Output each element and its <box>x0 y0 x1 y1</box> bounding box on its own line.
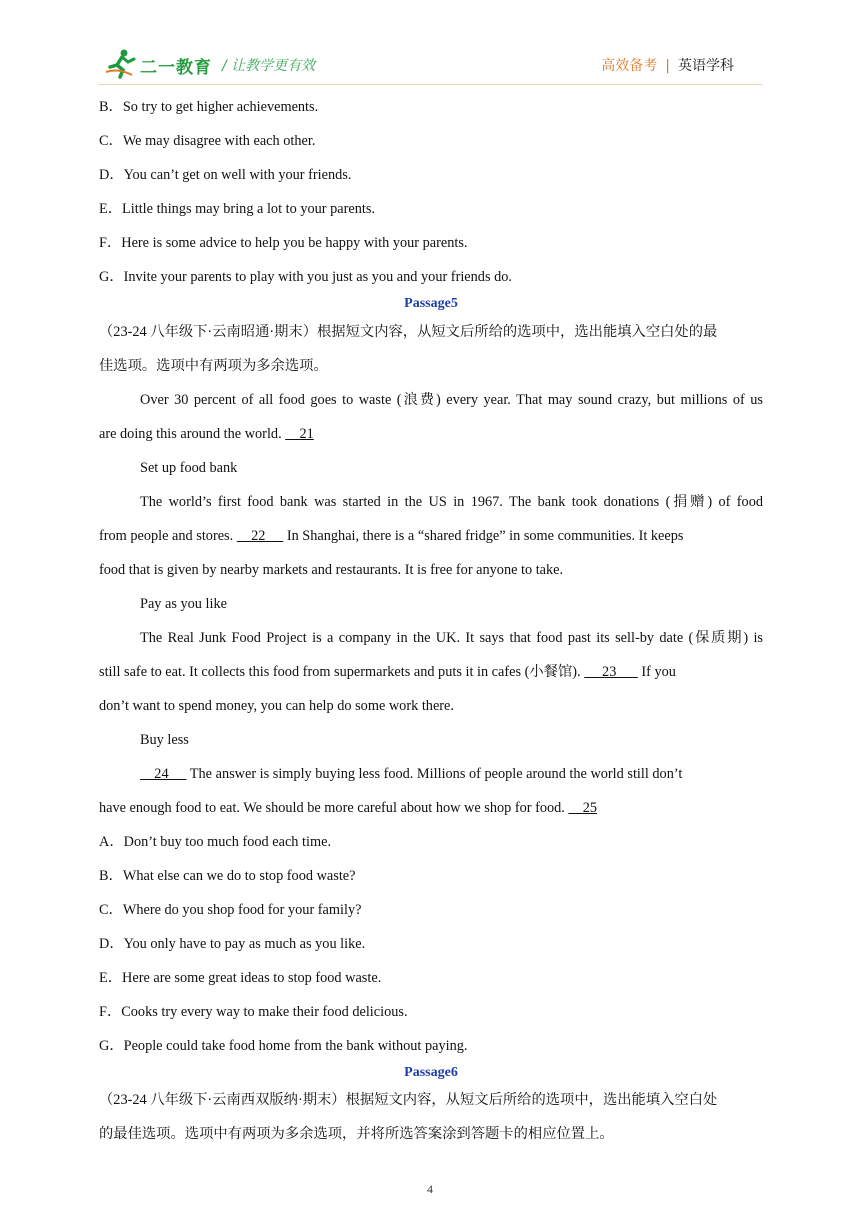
runner-logo-icon <box>104 48 144 80</box>
passage5-instruction-1: （23-24 八年级下·云南昭通·期末）根据短文内容，从短文后所给的选项中，选出能填入空白处的最 <box>99 324 718 340</box>
p5-para4-line2 <box>99 798 763 818</box>
blank-23: 23 <box>584 664 638 680</box>
p5-option-b: B．What else can we do to stop food waste? <box>99 868 356 884</box>
p5-option-e: E．Here are some great ideas to stop food waste. <box>99 970 382 986</box>
passage5-heading: Passage5 <box>404 296 458 311</box>
header-divider <box>98 84 762 85</box>
header-subject-label: 英语学科 <box>678 58 734 74</box>
blank-21: 21 <box>285 426 314 442</box>
option-g: G．Invite your parents to play with you just as you and your friends do. <box>99 269 512 285</box>
p5-para3-line1: The Real Junk Food Project is a company in the UK. It says that food past its sell-by date (保质期) is <box>140 630 763 646</box>
p5-subheading-1: Set up food bank <box>140 460 238 476</box>
header-exam-label: 高效备考 <box>601 58 658 74</box>
p5-para4-text-a: The answer is simply buying less food. Millions of people around the world still don’t <box>189 766 683 782</box>
logo-text: 二一教育 <box>140 58 212 78</box>
p5-para2-line1: The world’s first food bank was started in the US in 1967. The bank took donations (捐赠) of food <box>140 494 763 510</box>
p5-para1-text: are doing this around the world. <box>99 426 282 442</box>
p5-option-f: F．Cooks try every way to make their food delicious. <box>99 1004 408 1020</box>
passage6-instruction-1: （23-24 八年级下·云南西双版纳·期末）根据短文内容，从短文后所给的选项中，选出能填入空白处 <box>99 1092 718 1108</box>
p5-para3-line2 <box>99 662 763 682</box>
p5-para1-line2 <box>99 424 763 444</box>
p5-para2-text-b: In Shanghai, there is a “shared fridge” in some communities. It keeps <box>286 528 684 544</box>
p5-para3-text-b: If you <box>641 664 676 680</box>
passage5-instruction-2: 佳选项。选项中有两项为多余选项。 <box>99 358 328 374</box>
p5-para3-text-a: still safe to eat. It collects this food from supermarkets and puts it in cafes (小餐馆). <box>99 664 581 680</box>
slogan: / 让教学更有效 <box>222 58 316 74</box>
blank-22: 22 <box>236 528 284 544</box>
p5-para4-line1 <box>99 764 763 784</box>
p5-para4-text-b: have enough food to eat. We should be more careful about how we shop for food. <box>99 800 565 816</box>
p5-subheading-2: Pay as you like <box>140 596 227 612</box>
option-e: E．Little things may bring a lot to your parents. <box>99 201 375 217</box>
passage6-heading: Passage6 <box>404 1065 458 1080</box>
logo <box>104 48 216 80</box>
p5-option-d: D．You only have to pay as much as you like. <box>99 936 366 952</box>
p5-para2-line3: food that is given by nearby markets and restaurants. It is free for anyone to take. <box>99 562 564 578</box>
p5-option-a: A．Don’t buy too much food each time. <box>99 834 332 850</box>
blank-24: 24 <box>140 766 187 782</box>
p5-option-g: G．People could take food home from the bank without paying. <box>99 1038 468 1054</box>
option-b: B．So try to get higher achievements. <box>99 99 319 115</box>
p5-option-c: C．Where do you shop food for your family? <box>99 902 362 918</box>
header-separator: | <box>665 58 670 74</box>
option-f: F．Here is some advice to help you be happy with your parents. <box>99 235 468 251</box>
p5-para3-line3: don’t want to spend money, you can help do some work there. <box>99 698 454 714</box>
p5-para2-line2 <box>99 526 763 546</box>
p5-para2-text-a: from people and stores. <box>99 528 234 544</box>
page-number: 4 <box>427 1182 433 1196</box>
p5-subheading-3: Buy less <box>140 732 189 748</box>
header-subject <box>601 55 734 75</box>
p5-para1-line1: Over 30 percent of all food goes to waste (浪费) every year. That may sound crazy, but millions of us <box>140 392 763 408</box>
option-d: D．You can’t get on well with your friends. <box>99 167 352 183</box>
passage6-instruction-2: 的最佳选项。选项中有两项为多余选项，并将所选答案涂到答题卡的相应位置上。 <box>99 1126 614 1142</box>
option-c: C．We may disagree with each other. <box>99 133 316 149</box>
blank-25: 25 <box>568 800 598 816</box>
page-header <box>0 0 860 90</box>
